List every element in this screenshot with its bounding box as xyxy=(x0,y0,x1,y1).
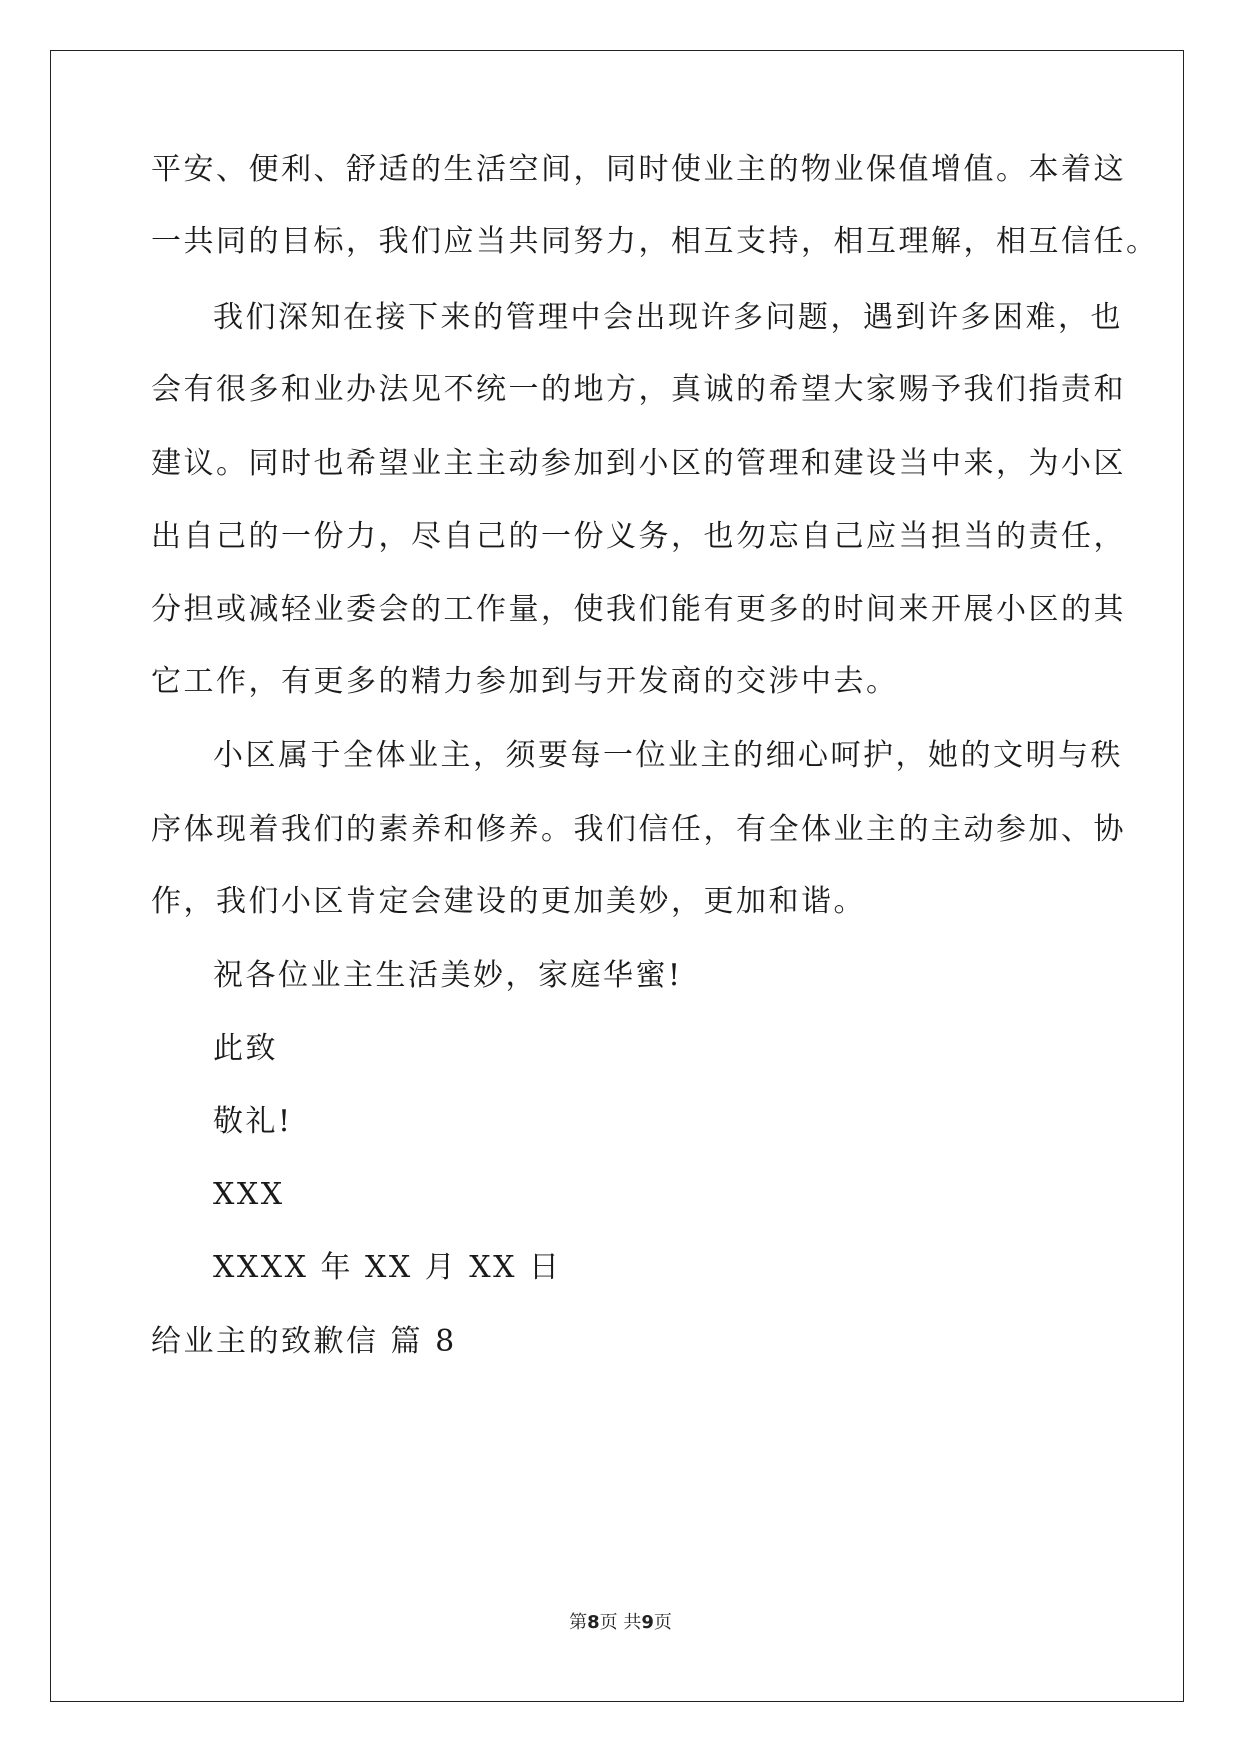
paragraph-start-line: 小区属于全体业主，须要每一位业主的细心呵护，她的文明与秩 xyxy=(213,738,1123,773)
body-line: 建议。同时也希望业主主动参加到小区的管理和建设当中来，为小区 xyxy=(151,446,1126,481)
body-line: 序体现着我们的素养和修养。我们信任，有全体业主的主动参加、协 xyxy=(151,812,1126,847)
page-footer xyxy=(0,1608,1241,1634)
footer-suffix: 页 xyxy=(653,1612,672,1633)
current-page-number: 8 xyxy=(587,1612,600,1633)
body-line: 它工作，有更多的精力参加到与开发商的交涉中去。 xyxy=(151,664,899,699)
total-page-number: 9 xyxy=(641,1612,654,1633)
body-line: 出自己的一份力，尽自己的一份义务，也勿忘自己应当担当的责任， xyxy=(151,519,1126,554)
closing-regards: 敬礼! xyxy=(213,1104,293,1139)
body-line: 平安、便利、舒适的生活空间，同时使业主的物业保值增值。本着这 xyxy=(151,152,1126,187)
closing-salutation: 此致 xyxy=(213,1031,278,1066)
body-line: 分担或减轻业委会的工作量，使我们能有更多的时间来开展小区的其 xyxy=(151,592,1126,627)
closing-wish: 祝各位业主生活美妙，家庭华蜜! xyxy=(213,958,683,993)
footer-mid: 页 共 xyxy=(599,1612,642,1633)
section-heading: 给业主的致歉信 篇 8 xyxy=(151,1324,457,1359)
body-line: 会有很多和业办法见不统一的地方，真诚的希望大家赐予我们指责和 xyxy=(151,372,1126,407)
paragraph-start-line: 我们深知在接下来的管理中会出现许多问题，遇到许多困难，也 xyxy=(213,300,1123,335)
signature-date: XXXX 年 XX 月 XX 日 xyxy=(213,1250,562,1285)
body-line: 作，我们小区肯定会建设的更加美妙，更加和谐。 xyxy=(151,884,866,919)
signature-name: XXX xyxy=(213,1177,285,1212)
body-line: 一共同的目标，我们应当共同努力，相互支持，相互理解，相互信任。 xyxy=(151,224,1159,259)
footer-prefix: 第 xyxy=(569,1612,588,1633)
